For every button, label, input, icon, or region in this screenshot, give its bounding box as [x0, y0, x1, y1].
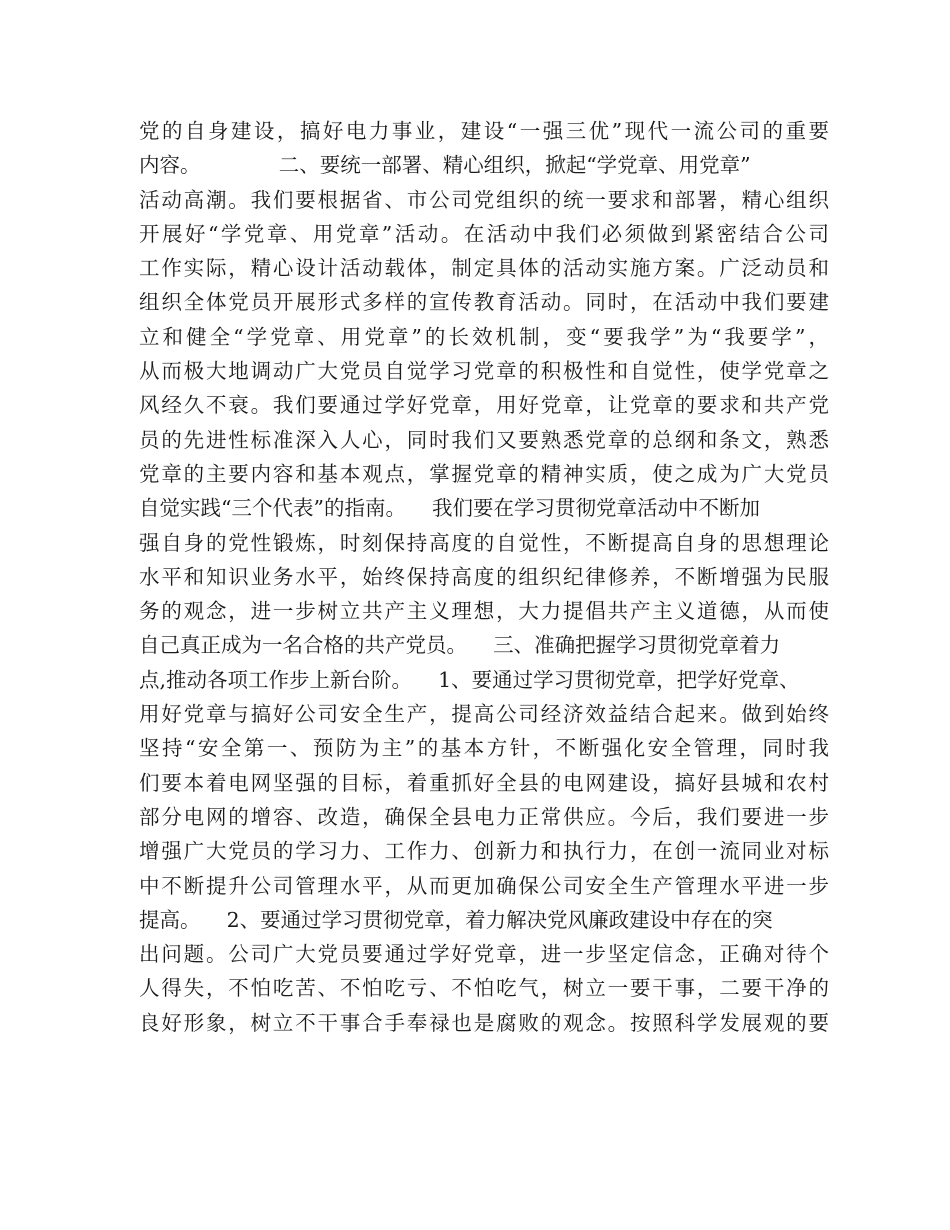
- text-line: 开展好“学党章、用党章”活动。在活动中我们必须做到紧密结合公司: [139, 221, 829, 246]
- text-line: 自觉实践“三个代表”的指南。 我们要在学习贯彻党章活动中不断加: [139, 496, 761, 521]
- text-line: 从而极大地调动广大党员自觉学习党章的积极性和自觉性，使学党章之: [139, 359, 829, 384]
- text-line: 提高。 2、要通过学习贯彻党章，着力解决党风廉政建设中存在的突: [139, 907, 773, 932]
- text-line: 自己真正成为一名合格的共产党员。 三、准确把握学习贯彻党章着力: [139, 633, 781, 658]
- text-line: 们要本着电网坚强的目标，着重抓好全县的电网建设，搞好县城和农村: [139, 770, 829, 795]
- text-line: 党的自身建设，搞好电力事业，建设“一强三优”现代一流公司的重要: [139, 119, 829, 143]
- text-line: 良好形象，树立不干事合手奉禄也是腐败的观念。按照科学发展观的要: [139, 1010, 829, 1035]
- text-line: 活动高潮。我们要根据省、市公司党组织的统一要求和部署，精心组织: [139, 187, 829, 212]
- text-line: 出问题。公司广大党员要通过学好党章，进一步坚定信念，正确对待个: [139, 942, 829, 967]
- text-line: 务的观念，进一步树立共产主义理想，大力提倡共产主义道德，从而使: [139, 599, 829, 624]
- text-line: 用好党章与搞好公司安全生产，提高公司经济效益结合起来。做到始终: [139, 702, 829, 727]
- body-text: [139, 114, 829, 1040]
- text-line: 中不断提升公司管理水平，从而更加确保公司安全生产管理水平进一步: [139, 873, 829, 898]
- text-line: 组织全体党员开展形式多样的宣传教育活动。同时，在活动中我们要建: [139, 290, 829, 315]
- text-line: 点,推动各项工作步上新台阶。 1、要通过学习贯彻党章，把学好党章、: [139, 667, 800, 692]
- text-line: 水平和知识业务水平，始终保持高度的组织纪律修养，不断增强为民服: [139, 564, 829, 589]
- text-line: 部分电网的增容、改造，确保全县电力正常供应。今后，我们要进一步: [139, 804, 829, 829]
- text-line: 增强广大党员的学习力、工作力、创新力和执行力，在创一流同业对标: [139, 839, 829, 864]
- text-line: 员的先进性标准深入人心，同时我们又要熟悉党章的总纲和条文，熟悉: [139, 427, 829, 452]
- text-line: 内容。 二、要统一部署、精心组织，掀起“学党章、用党章”: [139, 153, 751, 178]
- text-line: 风经久不衰。我们要通过学好党章，用好党章，让党章的要求和共产党: [139, 393, 829, 418]
- text-line: 坚持“安全第一、预防为主”的基本方针，不断强化安全管理，同时我: [139, 736, 829, 761]
- text-line: 人得失，不怕吃苦、不怕吃亏、不怕吃气，树立一要干事，二要干净的: [139, 976, 829, 1001]
- text-line: 工作实际，精心设计活动载体，制定具体的活动实施方案。广泛动员和: [139, 256, 829, 281]
- text-line: 强自身的党性锻炼，时刻保持高度的自觉性，不断提高自身的思想理论: [139, 530, 829, 555]
- text-line: 立和健全“学党章、用党章”的长效机制，变“要我学”为“我要学”，: [139, 324, 829, 349]
- text-line: 党章的主要内容和基本观点，掌握党章的精神实质，使之成为广大党员: [139, 461, 829, 486]
